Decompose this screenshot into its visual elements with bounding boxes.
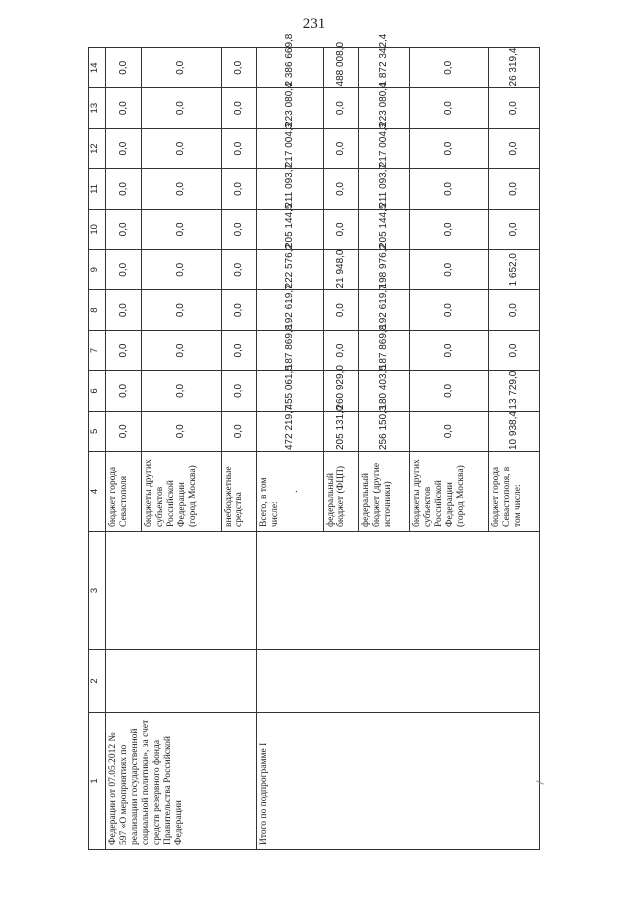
funding-source-cell: бюджет города Севастополя, в том числе: xyxy=(489,452,540,532)
value-cell: 0,0 xyxy=(106,330,142,370)
funding-source-cell xyxy=(257,452,323,532)
value-cell: 26 319,4 xyxy=(489,48,540,88)
value-cell: 455 061,5 xyxy=(257,371,323,411)
value-cell: 223 080,4 xyxy=(359,88,409,128)
column-number: 11 xyxy=(89,169,106,209)
value-cell: 205 131,0 xyxy=(323,411,359,451)
value-cell: 0,0 xyxy=(106,290,142,330)
value-cell: 0,0 xyxy=(221,48,257,88)
value-cell: 0,0 xyxy=(141,169,221,209)
value-cell: 0,0 xyxy=(323,290,359,330)
page-number: 231 xyxy=(302,16,326,32)
value-cell: 0,0 xyxy=(106,128,142,168)
value-cell: 192 619,7 xyxy=(359,290,409,330)
value-cell: 260 929,0 xyxy=(323,371,359,411)
funding-source-cell: бюджет города Севастополя xyxy=(106,452,142,532)
column-number: 6 xyxy=(89,371,106,411)
value-cell: 0,0 xyxy=(489,88,540,128)
value-cell: 0,0 xyxy=(489,290,540,330)
value-cell: 211 093,7 xyxy=(359,169,409,209)
value-cell: 0,0 xyxy=(409,128,489,168)
value-cell: 0,0 xyxy=(106,169,142,209)
value-cell: 0,0 xyxy=(141,371,221,411)
column-number: 8 xyxy=(89,290,106,330)
column-number: 9 xyxy=(89,250,106,290)
value-cell: 205 144,5 xyxy=(257,209,323,249)
value-cell: 256 150,3 xyxy=(359,411,409,451)
column-number: 12 xyxy=(89,128,106,168)
value-cell: 1 652,0 xyxy=(489,250,540,290)
funding-source-cell: федеральный бюджет (другие источники) xyxy=(359,452,409,532)
value-cell: 0,0 xyxy=(221,209,257,249)
funding-source-cell: бюджеты других субъектов Российской Федерации (город Москва) xyxy=(409,452,489,532)
value-cell: 0,0 xyxy=(323,128,359,168)
value-cell: 0,0 xyxy=(221,411,257,451)
value-cell: 0,0 xyxy=(409,330,489,370)
funding-source-cell: бюджеты других субъектов Российской Федерации (город Москва) xyxy=(141,452,221,532)
value-cell: 0,0 xyxy=(141,48,221,88)
funding-source-cell: внебюджетные средства xyxy=(221,452,257,532)
table-row xyxy=(106,48,142,850)
value-cell: 0,0 xyxy=(221,371,257,411)
column-number: 1 xyxy=(89,713,106,850)
value-cell: 187 869,8 xyxy=(257,330,323,370)
column-2-cell xyxy=(257,650,540,713)
value-cell: 0,0 xyxy=(323,330,359,370)
column-number: 13 xyxy=(89,88,106,128)
value-cell: 0,0 xyxy=(409,411,489,451)
value-cell: 0,0 xyxy=(221,88,257,128)
value-cell: 21 948,0 xyxy=(323,250,359,290)
column-number: 4 xyxy=(89,452,106,532)
measure-name-cell: Федерации от 07.05.2012 № 597 «О мероприятиях по реализации государственной социальной политики», за счет средств резервного фонда Правительства Российской Федерации xyxy=(106,713,257,850)
funding-source-cell: федеральный бюджет (ФЦП) xyxy=(323,452,359,532)
column-number: 5 xyxy=(89,411,106,451)
column-2-cell xyxy=(106,650,257,713)
value-cell: 0,0 xyxy=(141,330,221,370)
column-number: 7 xyxy=(89,330,106,370)
value-cell: 0,0 xyxy=(323,169,359,209)
value-cell: 192 619,7 xyxy=(257,290,323,330)
value-cell: 0,0 xyxy=(323,209,359,249)
value-cell: 223 080,4 xyxy=(257,88,323,128)
value-cell: 0,0 xyxy=(106,371,142,411)
budget-table xyxy=(88,33,540,850)
value-cell: 217 004,3 xyxy=(257,128,323,168)
value-cell: 0,0 xyxy=(409,290,489,330)
value-cell: 0,0 xyxy=(489,128,540,168)
value-cell: 472 219,7 xyxy=(257,411,323,451)
column-3-cell xyxy=(257,532,540,650)
value-cell: 0,0 xyxy=(409,169,489,209)
column-number: 14 xyxy=(89,48,106,88)
funding-source-label: Всего, в том числе: xyxy=(259,477,281,527)
value-cell: 0,0 xyxy=(409,88,489,128)
value-cell: 187 869,8 xyxy=(359,330,409,370)
value-cell: 211 093,7 xyxy=(257,169,323,209)
value-cell: 0,0 xyxy=(106,209,142,249)
column-number-row xyxy=(89,48,106,850)
value-cell: 0,0 xyxy=(489,169,540,209)
value-cell: 0,0 xyxy=(141,209,221,249)
value-cell: 0,0 xyxy=(141,88,221,128)
value-cell: 0,0 xyxy=(221,290,257,330)
value-cell: 0,0 xyxy=(141,128,221,168)
value-cell: 0,0 xyxy=(106,48,142,88)
value-cell: 0,0 xyxy=(409,250,489,290)
value-cell: 0,0 xyxy=(323,88,359,128)
value-cell: 180 403,5 xyxy=(359,371,409,411)
value-cell: 0,0 xyxy=(106,250,142,290)
value-cell: 1 872 342,4 xyxy=(359,48,409,88)
value-cell: 0,0 xyxy=(141,411,221,451)
value-cell: 217 004,3 xyxy=(359,128,409,168)
dot-mark: · xyxy=(291,489,304,494)
value-cell: 0,0 xyxy=(106,88,142,128)
column-3-cell xyxy=(106,532,257,650)
value-cell: 0,0 xyxy=(221,169,257,209)
value-cell: 0,0 xyxy=(409,48,489,88)
value-cell: 198 976,2 xyxy=(359,250,409,290)
subprogram-total-cell: Итого по подпрограмме I xyxy=(257,713,540,850)
value-cell: 0,0 xyxy=(106,411,142,451)
column-number: 10 xyxy=(89,209,106,249)
value-cell: 205 144,5 xyxy=(359,209,409,249)
column-number: 2 xyxy=(89,650,106,713)
value-cell: 0,0 xyxy=(141,250,221,290)
value-cell: 488 008,0 xyxy=(323,48,359,88)
value-cell: 2 386 669,8 xyxy=(257,48,323,88)
value-cell: 0,0 xyxy=(221,330,257,370)
value-cell: 0,0 xyxy=(409,371,489,411)
value-cell: 0,0 xyxy=(141,290,221,330)
budget-table-rotated xyxy=(88,33,540,850)
value-cell: 10 938,4 xyxy=(489,411,540,451)
value-cell: 13 729,0 xyxy=(489,371,540,411)
value-cell: 0,0 xyxy=(221,250,257,290)
value-cell: 0,0 xyxy=(489,330,540,370)
value-cell: 0,0 xyxy=(221,128,257,168)
value-cell: 222 576,2 xyxy=(257,250,323,290)
value-cell: 0,0 xyxy=(409,209,489,249)
table-row xyxy=(257,48,323,850)
column-number: 3 xyxy=(89,532,106,650)
value-cell: 0,0 xyxy=(489,209,540,249)
